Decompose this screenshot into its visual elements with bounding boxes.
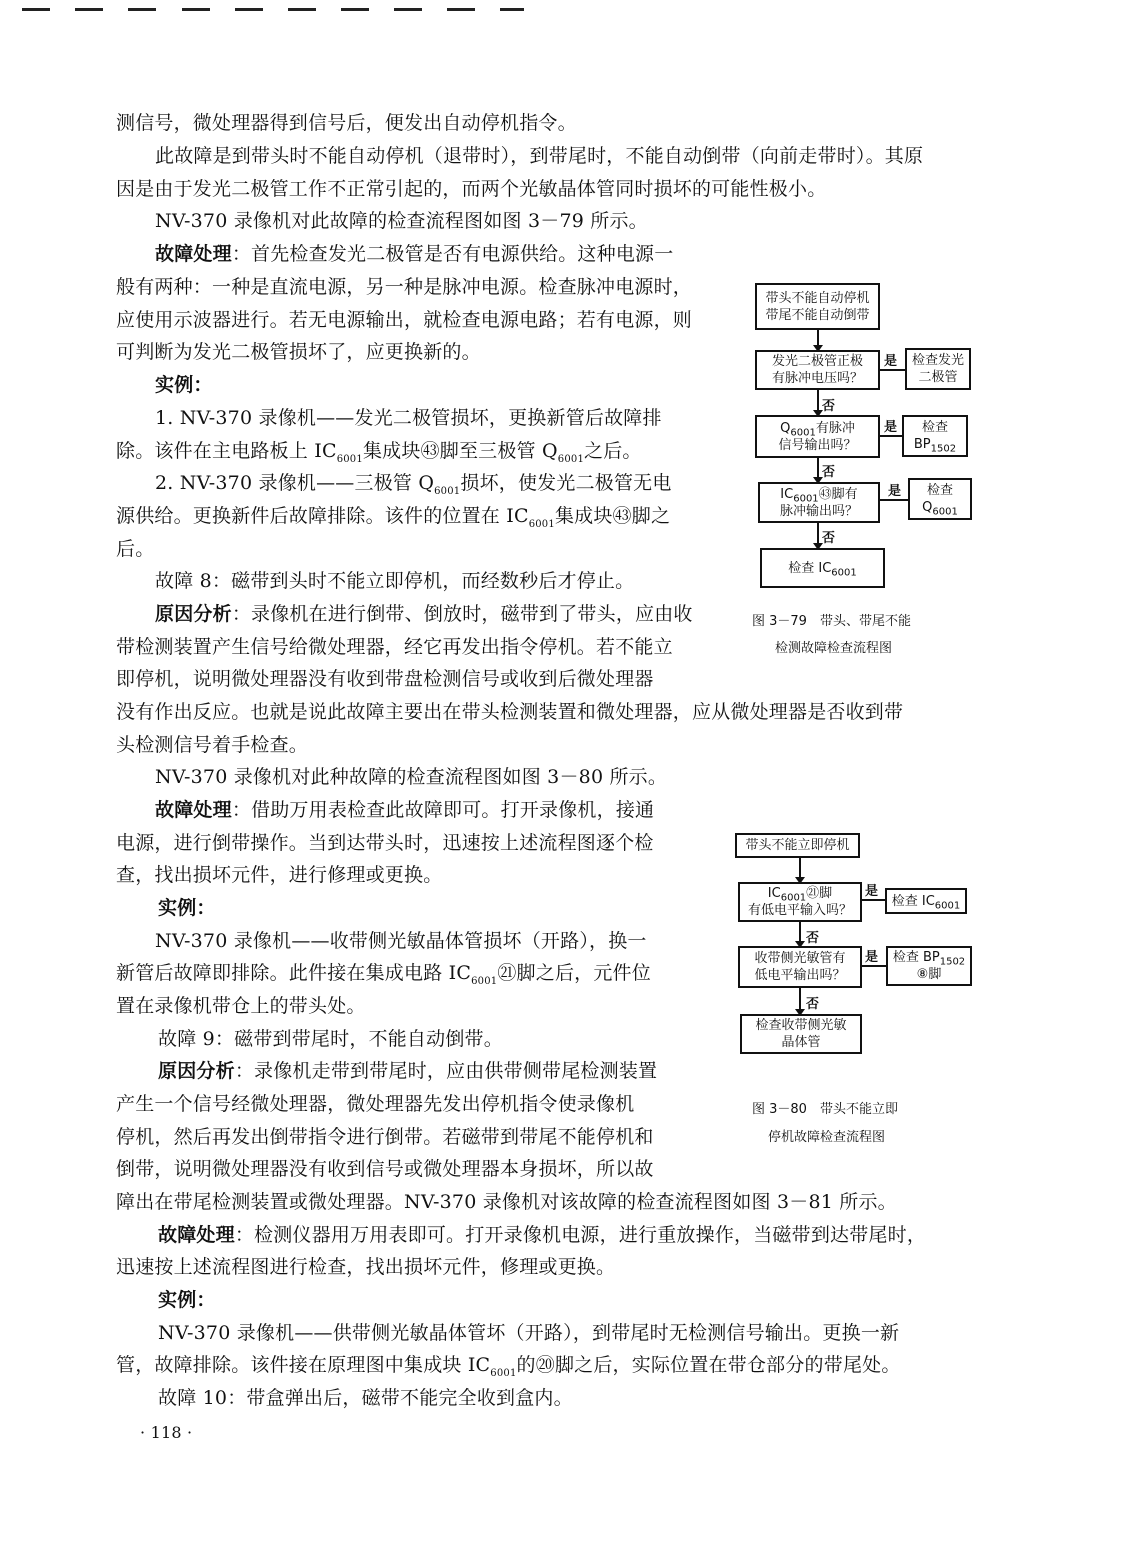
flow-box-start	[755, 283, 880, 330]
flow-box-text	[768, 885, 832, 902]
text-line: 测信号，微处理器得到信号后，便发出自动停机指令。	[116, 112, 577, 134]
flow-box-text-span: Q	[780, 420, 791, 436]
text-line: 产生一个信号经微处理器，微处理器先发出停机指令使录像机	[116, 1093, 635, 1115]
yes-label: 是	[884, 420, 898, 435]
text-line: 头检测信号着手检查。	[116, 734, 309, 756]
flow-box-text: 带头不能自动停机	[765, 290, 870, 306]
flow-box-text: 二极管	[918, 370, 958, 385]
text-line: 没有作出反应。也就是说此故障主要出在带头检测装置和微处理器，应从微处理器是否收到带	[116, 701, 904, 723]
no-label: 否	[822, 465, 836, 480]
yes-label: 是	[865, 884, 879, 899]
text-span: 除。该件在主电路板上 IC	[116, 440, 337, 462]
example-heading: 实例：	[158, 897, 216, 919]
flow-box-text-span: 检查 IC	[788, 560, 832, 576]
flow-box-text-span: ㊸脚有	[818, 486, 858, 502]
flow-box-decision	[755, 415, 880, 458]
flow-box-text-span: IC	[767, 886, 781, 901]
flow-box-text-span: 检查 IC	[891, 893, 935, 909]
flow-box-text: 检查	[921, 420, 948, 435]
flow-box-text	[780, 420, 855, 437]
flow-box-text: 信号输出吗？	[778, 437, 857, 453]
flow-box-text-span: IC	[780, 486, 794, 502]
text-span: ：录像机在进行倒带、倒放时，磁带到了带头，应由收	[231, 603, 693, 625]
text-span: 管，故障排除。该件接在原理图中集成块 IC	[116, 1354, 491, 1376]
flow-box-text: 有脉冲电压吗？	[771, 371, 863, 386]
flow-box-text	[892, 893, 961, 910]
subscript: 6001	[434, 485, 461, 497]
text-line: NV-370 录像机——收带侧光敏晶体管损坏（开路），换一	[155, 930, 647, 952]
text-line: 迅速按上述流程图进行检查，找出损坏元件，修理或更换。	[116, 1256, 616, 1278]
example-heading: 实例：	[155, 374, 213, 396]
no-label: 否	[806, 997, 820, 1012]
subscript: 1502	[939, 956, 966, 968]
text-span: ：检测仪器用万用表即可。打开录像机电源，进行重放操作，当磁带到达带尾时，	[234, 1224, 927, 1246]
flow-box-text: 低电平输出吗？	[754, 968, 846, 983]
flow-box-text-span: Q	[922, 500, 933, 515]
text-line: 障出在带尾检测装置或微处理器。NV-370 录像机对该故障的检查流程图如图 3－81 所示。	[116, 1191, 897, 1213]
text-line: 停机，然后再发出倒带指令进行倒带。若磁带到带尾不能停机和	[116, 1126, 654, 1148]
text-span: ：首先检查发光二极管是否有电源供给。这种电源一	[231, 243, 674, 265]
text-line: 故障 10：带盒弹出后，磁带不能完全收到盒内。	[158, 1387, 573, 1409]
subscript: 6001	[934, 900, 961, 912]
flow-box-text	[780, 486, 857, 503]
text-line: 后。	[116, 538, 155, 560]
text-span: 2. NV-370 录像机——三极管 Q	[155, 472, 435, 494]
yes-label: 是	[865, 950, 879, 965]
text-span: ：录像机走带到带尾时，应由供带侧带尾检测装置	[234, 1060, 658, 1082]
text-span: 的⑳脚之后，实际位置在带仓部分的带尾处。	[516, 1354, 901, 1376]
subscript: 6001	[793, 493, 819, 505]
flow-box-decision	[738, 882, 862, 922]
example-heading: 实例：	[158, 1289, 216, 1311]
flow-box-text-span: ㉑脚	[806, 886, 833, 901]
text-line: 置在录像机带仓上的带头处。	[116, 995, 366, 1017]
flow-box-action	[902, 415, 968, 457]
text-line: 因是由于发光二极管工作不正常引起的，而两个光敏晶体管同时损坏的可能性极小。	[116, 178, 827, 200]
text-line: 此故障是到带头时不能自动停机（退带时），到带尾时，不能自动倒带（向前走带时）。其原	[155, 145, 924, 167]
text-line: 倒带，说明微处理器没有收到信号或微处理器本身损坏，所以故	[116, 1158, 654, 1180]
flow-box-text: 晶体管	[781, 1035, 821, 1050]
flow-box-end	[760, 548, 885, 588]
subscript: 6001	[790, 427, 816, 439]
bold-heading: 原因分析	[158, 1060, 235, 1082]
text-line: NV-370 录像机——供带侧光敏晶体管坏（开路），到带尾时无检测信号输出。更换一新	[158, 1322, 900, 1344]
flow-box-text: 脉冲输出吗？	[779, 503, 858, 519]
subscript: 6001	[336, 453, 363, 465]
text-line: 电源，进行倒带操作。当到达带头时，迅速按上述流程图逐个检	[116, 832, 654, 854]
flow-box-text-span: 有脉冲	[815, 420, 855, 436]
page-number: · 118 ·	[140, 1423, 193, 1442]
flow-box-action	[905, 348, 971, 390]
flow-box-action	[885, 888, 967, 914]
text-span: ：借助万用表检查此故障即可。打开录像机，接通	[231, 799, 655, 821]
flow-box-start	[735, 833, 860, 858]
flow-box-text: 收带侧光敏管有	[754, 951, 846, 966]
figure-caption: 检测故障检查流程图	[775, 641, 893, 656]
flow-box-text: 有低电平输入吗？	[747, 903, 852, 918]
flow-box-text	[893, 949, 965, 966]
subscript: 6001	[831, 567, 857, 579]
subscript: 6001	[557, 453, 585, 465]
text-line: 故障 9：磁带到带尾时，不能自动倒带。	[158, 1028, 503, 1050]
text-line: 可判断为发光二极管损坏了，应更换新的。	[116, 341, 481, 363]
flow-box-decision	[755, 350, 880, 390]
bold-heading: 原因分析	[155, 603, 232, 625]
figure-caption: 图 3－79 带头、带尾不能	[752, 614, 911, 629]
text-line: 般有两种：一种是直流电源，另一种是脉冲电源。检查脉冲电源时，	[116, 276, 693, 298]
flow-box-text: 检查收带侧光敏	[755, 1018, 847, 1033]
text-span: 集成块㊸脚之	[554, 505, 671, 527]
subscript: 1502	[930, 443, 957, 455]
no-label: 否	[822, 531, 836, 546]
flow-box-text: ⑧脚	[916, 967, 942, 982]
text-span: 损坏，使发光二极管无电	[460, 472, 672, 494]
yes-label: 是	[884, 354, 898, 369]
text-line: 即停机，说明微处理器没有收到带盘检测信号或收到后微处理器	[116, 668, 654, 690]
text-line: 1. NV-370 录像机——发光二极管损坏，更换新管后故障排	[155, 407, 662, 429]
flow-box-action	[886, 946, 972, 986]
subscript: 6001	[490, 1367, 517, 1379]
bold-heading: 故障处理	[155, 799, 232, 821]
text-span: 新管后故障即排除。此件接在集成电路 IC	[116, 962, 472, 984]
text-line: NV-370 录像机对此故障的检查流程图如图 3－79 所示。	[155, 210, 648, 232]
text-span: ㉑脚之后，元件位	[497, 962, 651, 984]
text-line: NV-370 录像机对此种故障的检查流程图如图 3－80 所示。	[155, 766, 668, 788]
subscript: 6001	[528, 518, 555, 530]
no-label: 否	[806, 931, 820, 946]
figure-caption: 停机故障检查流程图	[768, 1130, 886, 1145]
bold-heading: 故障处理	[158, 1224, 235, 1246]
subscript: 6001	[780, 892, 807, 904]
flow-box-decision	[738, 946, 862, 988]
text-line: 带检测装置产生信号给微处理器，经它再发出指令停机。若不能立	[116, 636, 673, 658]
text-line: 应使用示波器进行。若无电源输出，就检查电源电路；若有电源，则	[116, 309, 693, 331]
text-span: 之后。	[584, 440, 642, 462]
flow-box-action	[908, 478, 972, 520]
flow-box-text-span: BP	[913, 437, 931, 452]
flow-box-text	[922, 499, 958, 516]
subscript: 6001	[932, 506, 958, 518]
subscript: 6001	[471, 975, 498, 987]
flow-box-text: 带尾不能自动倒带	[765, 307, 870, 323]
flow-box-text	[914, 436, 956, 453]
text-line: 故障 8：磁带到头时不能立即停机，而经数秒后才停止。	[155, 570, 635, 592]
figure-caption: 图 3－80 带头不能立即	[752, 1102, 898, 1117]
flow-box-text: 检查发光	[911, 353, 964, 368]
flow-box-text: 检查	[926, 483, 953, 498]
no-label: 否	[822, 399, 836, 414]
yes-label: 是	[888, 484, 902, 499]
flow-box-text: 发光二极管正极	[771, 354, 863, 369]
flow-box-text	[788, 560, 857, 577]
flow-box-text: 带头不能立即停机	[745, 838, 850, 853]
text-span: 源供给。更换新件后故障排除。该件的位置在 IC	[116, 505, 529, 527]
flow-box-end	[740, 1014, 862, 1054]
text-line: 查，找出损坏元件，进行修理或更换。	[116, 864, 443, 886]
text-span: 集成块㊸脚至三极管 Q	[362, 440, 558, 462]
flow-box-text-span: 检查 BP	[892, 950, 940, 965]
bold-heading: 故障处理	[155, 243, 232, 265]
flow-box-decision	[758, 482, 880, 523]
